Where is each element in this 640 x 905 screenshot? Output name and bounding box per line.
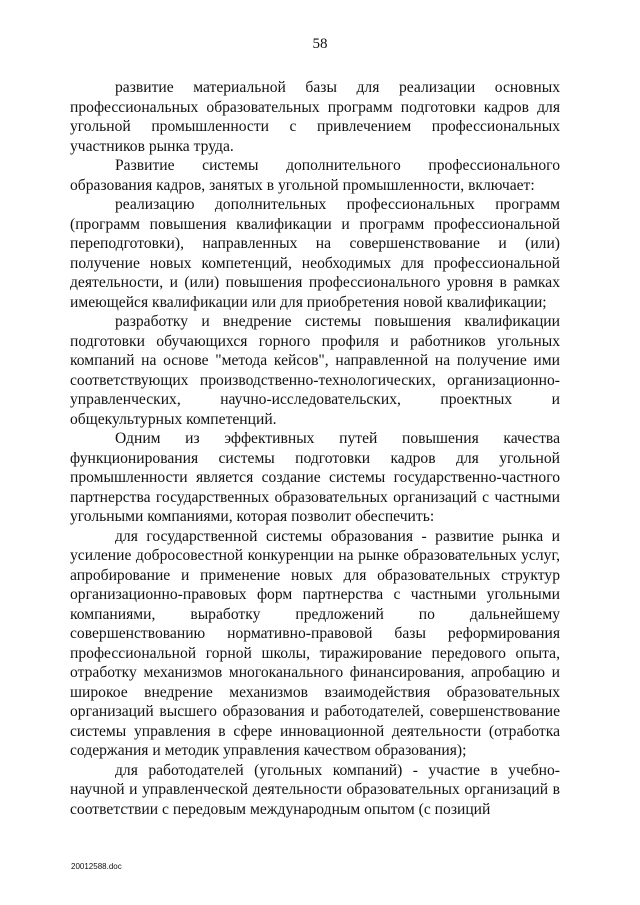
document-body [70,78,560,819]
footer-file-name: 20012588.doc [71,862,122,871]
paragraph-program-implementation: реализацию дополнительных профессиональных программ (программ повышения квалификации и программ профессиональной переподготовки), направленных на совершенствование и (или) получение новых компетенций, необходимых для профессиональной деятельности, и (или) повышения профессионального уровня в рамках имеющейся квалификации или для приобретения новой квалификации; [70,196,560,311]
paragraph-material-base: развитие материальной базы для реализации основных профессиональных образовательных программ подготовки кадров для угольной промышленности с привлечением профессиональных участников рынка труда. [70,79,560,155]
paragraph-case-method: разработку и внедрение системы повышения квалификации подготовки обучающихся горного профиля и работников угольных компаний на основе "метода кейсов", направленной на получение ими соответствующих производственно-технологических, организационно-управленческих, научно-исследовательских, проектных и общекультурных компетенций. [70,313,560,428]
paragraph-public-private-partnership: Одним из эффективных путей повышения качества функционирования системы подготовки кадров для угольной промышленности является создание системы государственно-частного партнерства государственных образовательных организаций с частными угольными компаниями, которая позволит обеспечить: [70,430,560,525]
paragraph-state-education-system: для государственной системы образования - развитие рынка и усиление добросовестной конкуренции на рынке образовательных услуг, апробирование и применение новых для образовательных структур организационно-правовых форм партнерства с частными угольными компаниями, выработку предложений по дальнейшему совершенствованию нормативно-правовой базы реформирования профессиональной горной школы, тиражирование передового опыта, отработку механизмов многоканального финансирования, апробацию и широкое внедрение механизмов взаимодействия образовательных организаций высшего образования и работодателей, совершенствование системы управления в сфере инновационной деятельности (отработка содержания и методик управления качеством образования); [70,527,560,759]
page-number: 58 [312,36,328,52]
paragraph-additional-education: Развитие системы дополнительного профессионального образования кадров, занятых в угольной промышленности, включает: [70,157,560,194]
paragraph-employers: для работодателей (угольных компаний) - участие в учебно-научной и управленческой деятельности образовательных организаций в соответствии с передовым международным опытом (с позиций [70,761,560,818]
